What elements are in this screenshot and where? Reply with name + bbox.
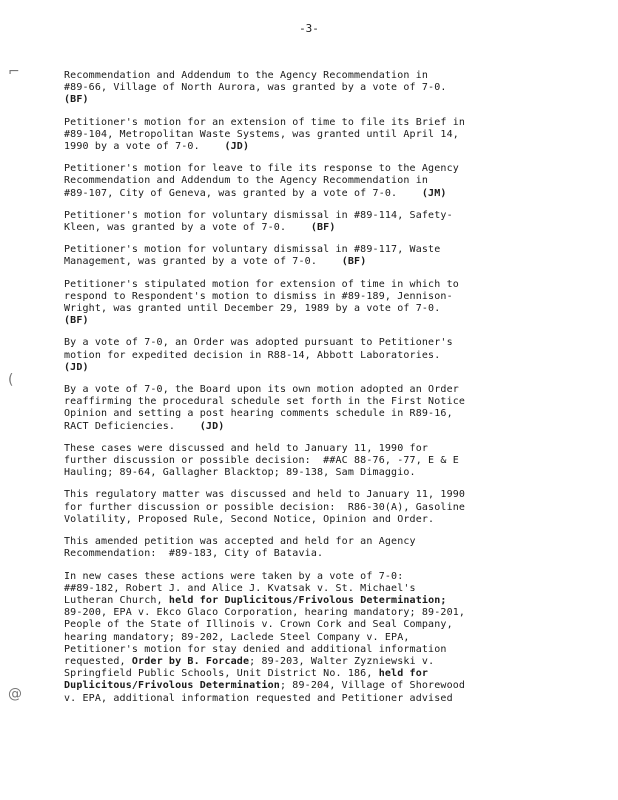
- text-segment: By a vote of 7-0, an Order was adopted pursuant to Petitioner's motion for expedited decision in R88-14, Abbott Laboratories.: [64, 337, 453, 361]
- paragraph-11: [64, 536, 584, 560]
- text-segment: In new cases these actions were taken by a vote of 7-0: ##89-182, Robert J. and Alice J. Kvatsak v. St. Michael's Lutheran Church,: [64, 570, 416, 606]
- text-segment: Recommendation and Addendum to the Agency Recommendation in #89-66, Village of North Aurora, was granted by a vote of 7-0.: [64, 70, 447, 94]
- text-segment: By a vote of 7-0, the Board upon its own motion adopted an Order reaffirming the procedural schedule set forth in the First Notice Opinion and setting a post hearing comments schedule in R89-16, RACT Deficiencies.: [64, 384, 466, 432]
- bold-text: (BF): [341, 256, 367, 268]
- document-body: [64, 70, 584, 715]
- text-segment: This amended petition was accepted and held for an Agency Recommendation: #89-183, City of Batavia.: [64, 536, 416, 560]
- text-segment: ; 89-204, Village of Shorewood v. EPA, additional information requested and Petitioner advised: [64, 680, 466, 704]
- paragraph-12: [64, 571, 584, 705]
- margin-mark-bottom: @: [8, 686, 22, 702]
- paragraph-2: [64, 117, 584, 154]
- bold-text: (BF): [64, 94, 89, 106]
- paragraph-6: [64, 279, 584, 328]
- bold-text: Order by B. Forcade: [131, 655, 250, 667]
- bold-text: (JD): [224, 141, 250, 153]
- bold-text: (BF): [310, 222, 336, 234]
- paragraph-3: [64, 163, 584, 200]
- text-segment: Petitioner's motion for voluntary dismissal in #89-117, Waste Management, was granted by a vote of 7-0.: [64, 244, 441, 268]
- margin-mark-middle: (: [8, 372, 14, 388]
- paragraph-4: [64, 210, 584, 234]
- page-number: -3-: [299, 22, 319, 35]
- bold-text: held for Duplicitous/Frivolous Determination;: [168, 594, 447, 606]
- text-segment: Petitioner's motion for voluntary dismissal in #89-114, Safety- Kleen, was granted by a vote of 7-0.: [64, 209, 453, 234]
- margin-mark-top: ⌐: [8, 64, 20, 80]
- text-segment: Petitioner's motion for an extension of time to file its Brief in #89-104, Metropolitan Waste Systems, was granted until April 14, 1990 by a vote of 7-0.: [64, 116, 466, 153]
- text-segment: Petitioner's motion for leave to file its response to the Agency Recommendation and Addendum to the Agency Recommendation in #89-107, City of Geneva, was granted by a vote of 7-0.: [64, 163, 459, 199]
- text-segment: Petitioner's stipulated motion for extension of time in which to respond to Respondent's motion to dismiss in #89-189, Jennison- Wright, was granted until December 29, 1989 by a vote of 7-0.: [64, 278, 459, 315]
- text-segment: This regulatory matter was discussed and held to January 11, 1990 for further discussion or possible decision: R86-30(A), Gasoline Volatility, Proposed Rule, Second Notice, Opinion and Order.: [64, 489, 466, 525]
- bold-text: (BF): [64, 315, 89, 327]
- paragraph-10: [64, 489, 584, 526]
- paragraph-9: [64, 443, 584, 480]
- text-segment: 89-200, EPA v. Ekco Glaco Corporation, hearing mandatory; 89-201, People of the State of Illinois v. Crown Cork and Seal Company, hearing mandatory; 89-202, Laclede Steel Company v. EPA, Petitioner's motion for stay denied and additional information requested,: [64, 607, 466, 667]
- text-segment: These cases were discussed and held to January 11, 1990 for further discussion or possible decision: ##AC 88-76, -77, E & E Hauling; 89-64, Gallagher Blacktop; 89-138, Sam Dimaggio.: [64, 442, 459, 479]
- paragraph-5: [64, 244, 584, 268]
- paragraph-7: [64, 337, 584, 374]
- bold-text: (JM): [421, 187, 447, 199]
- bold-text: (JD): [199, 420, 225, 432]
- paragraph-1: [64, 70, 584, 107]
- paragraph-8: [64, 384, 584, 433]
- bold-text: held for Duplicitous/Frivolous Determination: [64, 668, 429, 692]
- text-segment: ; 89-203, Walter Zyzniewski v. Springfield Public Schools, Unit District No. 186,: [64, 655, 435, 680]
- bold-text: (JD): [64, 361, 89, 373]
